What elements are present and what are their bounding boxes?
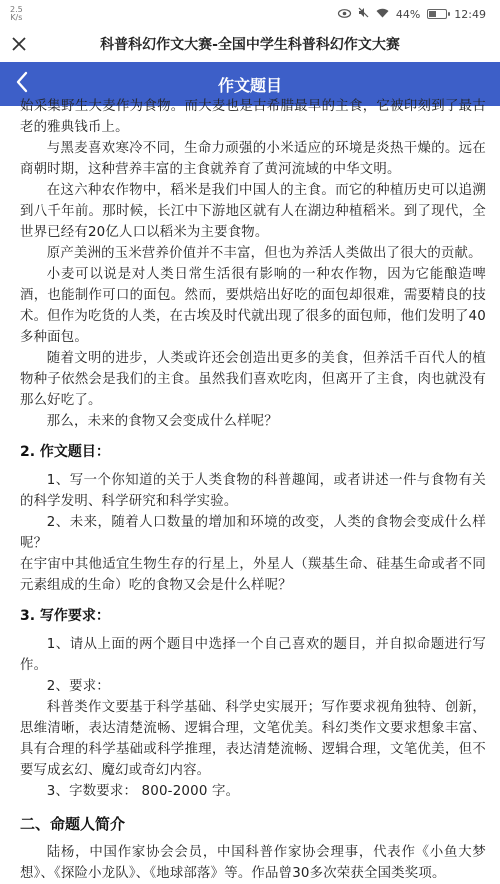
author-bio: 陆杨，中国作家协会会员，中国科普作家协会理事，代表作《小鱼大梦想》、《探险小龙队》、《地球部落》等。作品曾30多次荣获全国类奖项。 [20,845,486,881]
network-speed-unit: K/s [10,13,23,22]
battery-fill [429,11,436,17]
status-left [10,6,23,22]
page-title: 作文题目 [217,75,282,95]
requirement-item: 科普类作文要基于科学基础、科学史实展开；写作要求视角独特、创新，思维清晰，表达清楚流畅、逻辑合理，文笔优美。科幻类作文要求想象丰富、具有合理的科学基础或科学推理，表达清楚流畅、逻辑合理，文笔优美，但不要写成玄幻、魔幻或奇幻内容。 [20,700,486,778]
status-bar [0,0,500,28]
article-content[interactable] [0,99,500,881]
status-right [338,7,486,21]
section-heading: 2. 作文题目： [20,444,110,460]
title-bar [0,28,500,60]
wifi-icon [376,8,389,21]
close-button[interactable] [0,28,38,60]
window-title: 科普科幻作文大赛-全国中学生科普科幻作文大赛 [100,37,400,53]
battery-percent: 44% [395,7,421,21]
mute-icon [358,7,369,21]
article-paragraph-partial: 始采集野生大麦作为食物。而大麦也是古希腊最早的主食，它被印刻到了最古老的雅典钱币上。 [20,99,486,135]
section-heading: 3. 写作要求： [20,608,110,624]
topic-item: 2、未来，随着人口数量的增加和环境的改变，人类的食物会变成什么样呢？ [20,515,486,551]
requirement-item: 2、要求： [46,679,110,694]
article-paragraph: 与黑麦喜欢寒冷不同，生命力顽强的小米适应的环境是炎热干燥的。远在商朝时期，这种营养丰富的主食就养育了黄河流域的中华文明。 [20,141,486,177]
article-paragraph: 小麦可以说是对人类日常生活很有影响的一种农作物，因为它能酿造啤酒，也能制作可口的面包。然而，要烘焙出好吃的面包却很难，需要精良的技术。但作为吃货的人类，在古埃及时代就出现了很多的面包师，他们发明了40多种面包。 [20,267,486,345]
network-speed [10,6,23,22]
section-heading: 二、命题人简介 [20,815,126,833]
topic-extra: 在宇宙中其他适宜生物生存的行星上，外星人（羰基生命、硅基生命或者不同元素组成的生命）吃的食物又会是什么样呢？ [20,557,486,593]
close-icon [12,32,26,57]
article-paragraph: 随着文明的进步，人类或许还会创造出更多的美食，但养活千百代人的植物种子依然会是我们的主食。虽然我们喜欢吃肉，但离开了主食，肉也就没有那么好吃了。 [20,351,486,408]
article-paragraph: 原产美洲的玉米营养价值并不丰富，但也为养活人类做出了很大的贡献。 [46,246,482,261]
requirement-item: 1、请从上面的两个题目中选择一个自己喜欢的题目，并自拟命题进行写作。 [20,637,486,673]
battery-icon [427,9,447,19]
network-speed-value: 2.5 [10,5,23,14]
clock-time: 12:49 [454,7,486,21]
article-inner [20,96,486,884]
article-paragraph: 那么，未来的食物又会变成什么样呢？ [46,414,278,429]
topic-item: 1、写一个你知道的关于人类食物的科普趣闻，或者讲述一件与食物有关的科学发明、科学研究和科学实验。 [20,473,486,509]
chevron-left-icon [16,72,28,96]
requirement-item: 3、字数要求： 800-2000 字。 [46,784,240,799]
article-paragraph: 在这六种农作物中，稻米是我们中国人的主食。而它的种植历史可以追溯到八千年前。那时候，长江中下游地区就有人在湖边种植稻米。到了现代，全世界已经有20亿人口以稻米为主要食物。 [20,183,486,240]
eye-icon [338,8,351,21]
